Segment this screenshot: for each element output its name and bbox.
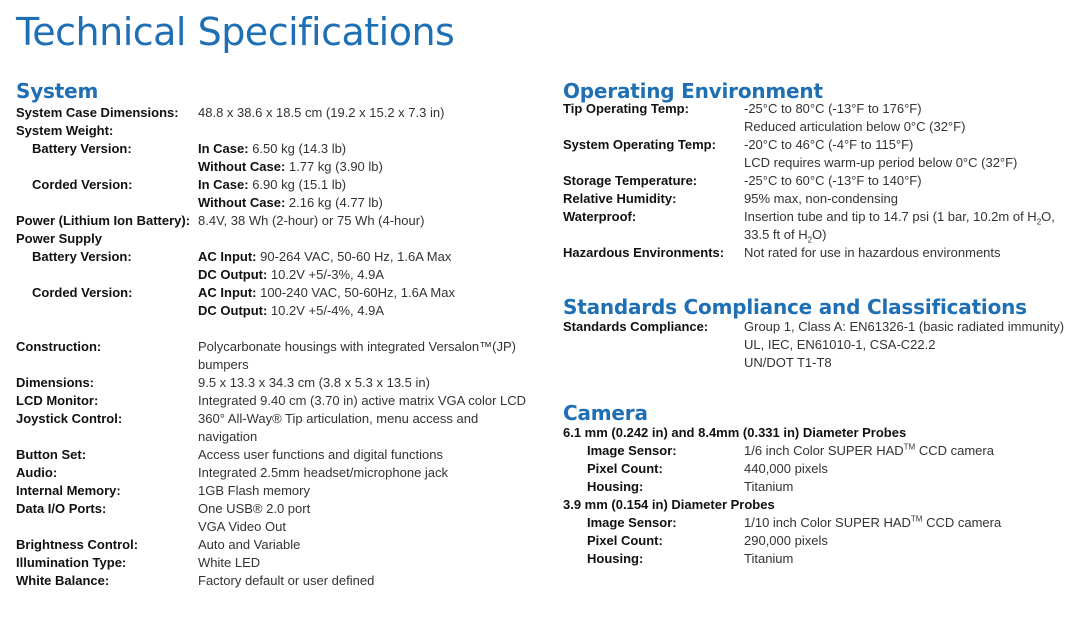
operating-environment-section — [563, 78, 1055, 262]
spec-label: LCD Monitor: — [16, 393, 99, 408]
spec-row-power — [16, 212, 546, 230]
spec-row-ps-battery — [16, 248, 546, 284]
spec-value: 1/6 inch Color SUPER HAD™ CCD camera — [744, 442, 994, 458]
spec-label: Illumination Type: — [16, 555, 127, 570]
spec-row-g2-housing — [563, 550, 1001, 568]
spec-row-dimensions — [16, 374, 546, 392]
spec-value: -25°C to 80°C (-13°F to 176°F) Reduced articulation below 0°C (32°F) — [744, 101, 966, 134]
spec-label: Battery Version: — [32, 141, 132, 156]
spec-row-power-supply — [16, 230, 546, 248]
spec-row-humidity — [563, 190, 1055, 208]
spec-value: 290,000 pixels — [744, 533, 828, 548]
spec-value: 360° All-Way® Tip articulation, menu access and navigation — [198, 411, 479, 444]
camera-group-title: 3.9 mm (0.154 in) Diameter Probes — [563, 497, 775, 512]
spec-value: AC Input: 100-240 VAC, 50-60Hz, 1.6A Max DC Output: 10.2V +5/-4%, 4.9A — [198, 285, 455, 318]
spec-row-audio — [16, 464, 546, 482]
spec-value: 8.4V, 38 Wh (2-hour) or 75 Wh (4-hour) — [198, 213, 425, 228]
spec-value: Titanium — [744, 479, 794, 494]
spec-label: Waterproof: — [563, 209, 637, 224]
spec-label: Hazardous Environments: — [563, 245, 725, 260]
spec-value: Titanium — [744, 551, 794, 566]
spec-label: Housing: — [587, 479, 644, 494]
spec-label: Audio: — [16, 465, 58, 480]
spec-label: Power (Lithium Ion Battery): — [16, 213, 191, 228]
spec-row-memory — [16, 482, 546, 500]
spec-row-system-temp — [563, 136, 1055, 172]
spec-row-io — [16, 500, 546, 536]
spec-row-weight-battery — [16, 140, 546, 176]
spec-row-hazardous — [563, 244, 1055, 262]
camera-group-title: 6.1 mm (0.242 in) and 8.4mm (0.331 in) Diameter Probes — [563, 425, 907, 440]
spec-value: In Case: 6.90 kg (15.1 lb) Without Case: 2.16 kg (4.77 lb) — [198, 177, 383, 210]
spec-label: Brightness Control: — [16, 537, 139, 552]
spec-row-g1-pixel — [563, 460, 1001, 478]
spec-value: 1GB Flash memory — [198, 483, 310, 498]
spec-row-waterproof — [563, 208, 1055, 244]
spec-label: Button Set: — [16, 447, 87, 462]
system-heading: System — [16, 79, 99, 103]
spec-label: Dimensions: — [16, 375, 95, 390]
spec-label: Corded Version: — [32, 285, 133, 300]
spec-label: Pixel Count: — [587, 461, 663, 476]
spec-label: Battery Version: — [32, 249, 132, 264]
spec-value: Access user functions and digital functions — [198, 447, 443, 462]
camera-section — [563, 400, 1001, 568]
spec-value: Factory default or user defined — [198, 573, 375, 588]
system-section — [16, 78, 546, 590]
spec-label: Corded Version: — [32, 177, 133, 192]
spec-row-weight — [16, 122, 546, 140]
spec-value: Group 1, Class A: EN61326-1 (basic radiated immunity) UL, IEC, EN61010-1, CSA-C22.2 UN/DOT T1-T8 — [744, 319, 1065, 370]
spec-value: Insertion tube and tip to 14.7 psi (1 bar, 10.2m of $H_2O$, 33.5 ft of $H_2O$) — [744, 209, 1055, 245]
spec-row-construction — [16, 338, 546, 374]
spec-row-white-balance — [16, 572, 546, 590]
spec-label: Standards Compliance: — [563, 319, 709, 334]
spec-label: Pixel Count: — [587, 533, 663, 548]
spec-label: Housing: — [587, 551, 644, 566]
spec-value: -25°C to 60°C (-13°F to 140°F) — [744, 173, 922, 188]
spec-label: Construction: — [16, 339, 102, 354]
spec-value: Integrated 9.40 cm (3.70 in) active matrix VGA color LCD — [198, 393, 527, 408]
spec-value: Integrated 2.5mm headset/microphone jack — [198, 465, 449, 480]
spec-value: White LED — [198, 555, 261, 570]
spec-value: -20°C to 46°C (-4°F to 115°F) LCD requires warm-up period below 0°C (32°F) — [744, 137, 1018, 170]
spec-row-g2-sensor — [563, 514, 1001, 532]
standards-heading: Standards Compliance and Classifications — [563, 295, 1027, 319]
spec-label: System Weight: — [16, 123, 114, 138]
spec-label: Image Sensor: — [587, 515, 677, 530]
spec-value: 95% max, non-condensing — [744, 191, 898, 206]
spec-label: Joystick Control: — [16, 411, 123, 426]
spec-label: System Case Dimensions: — [16, 105, 179, 120]
spec-value: Polycarbonate housings with integrated Versalon™(JP) bumpers — [198, 339, 516, 372]
spec-row-button-set — [16, 446, 546, 464]
spec-value: 440,000 pixels — [744, 461, 828, 476]
spec-value: In Case: 6.50 kg (14.3 lb) Without Case: 1.77 kg (3.90 lb) — [198, 141, 383, 174]
spec-label: Internal Memory: — [16, 483, 121, 498]
spec-row-case-dimensions — [16, 104, 546, 122]
spec-row-storage-temp — [563, 172, 1055, 190]
operating-environment-heading: Operating Environment — [563, 79, 823, 103]
spec-row-brightness — [16, 536, 546, 554]
spec-label: Image Sensor: — [587, 443, 677, 458]
camera-heading: Camera — [563, 401, 648, 425]
spec-label: Power Supply — [16, 231, 102, 246]
spec-value: One USB® 2.0 port VGA Video Out — [198, 501, 311, 534]
spec-row-joystick — [16, 410, 546, 446]
spec-value: Auto and Variable — [198, 537, 301, 552]
spec-row-lcd — [16, 392, 546, 410]
spec-label: White Balance: — [16, 573, 110, 588]
spec-value: 1/10 inch Color SUPER HAD™ CCD camera — [744, 514, 1002, 530]
spec-row-illumination — [16, 554, 546, 572]
spec-label: System Operating Temp: — [563, 137, 716, 152]
spec-row-g1-housing — [563, 478, 1001, 496]
spec-value: Not rated for use in hazardous environments — [744, 245, 1001, 260]
spec-value: AC Input: 90-264 VAC, 50-60 Hz, 1.6A Max DC Output: 10.2V +5/-3%, 4.9A — [198, 249, 452, 282]
spec-label: Data I/O Ports: — [16, 501, 107, 516]
spec-row-ps-corded — [16, 284, 546, 320]
spec-row-g1-sensor — [563, 442, 1001, 460]
spec-value: 9.5 x 13.3 x 34.3 cm (3.8 x 5.3 x 13.5 in) — [198, 375, 430, 390]
spec-row-tip-temp — [563, 100, 1055, 136]
spec-row-g2-pixel — [563, 532, 1001, 550]
spec-label: Relative Humidity: — [563, 191, 677, 206]
spec-label: Tip Operating Temp: — [563, 101, 689, 116]
standards-section — [563, 294, 1064, 372]
page-title: Technical Specifications — [16, 10, 455, 54]
spec-value: 48.8 x 38.6 x 18.5 cm (19.2 x 15.2 x 7.3 in) — [198, 105, 445, 120]
spec-row-weight-corded — [16, 176, 546, 212]
spec-row-standards — [563, 318, 1064, 372]
spec-label: Storage Temperature: — [563, 173, 698, 188]
